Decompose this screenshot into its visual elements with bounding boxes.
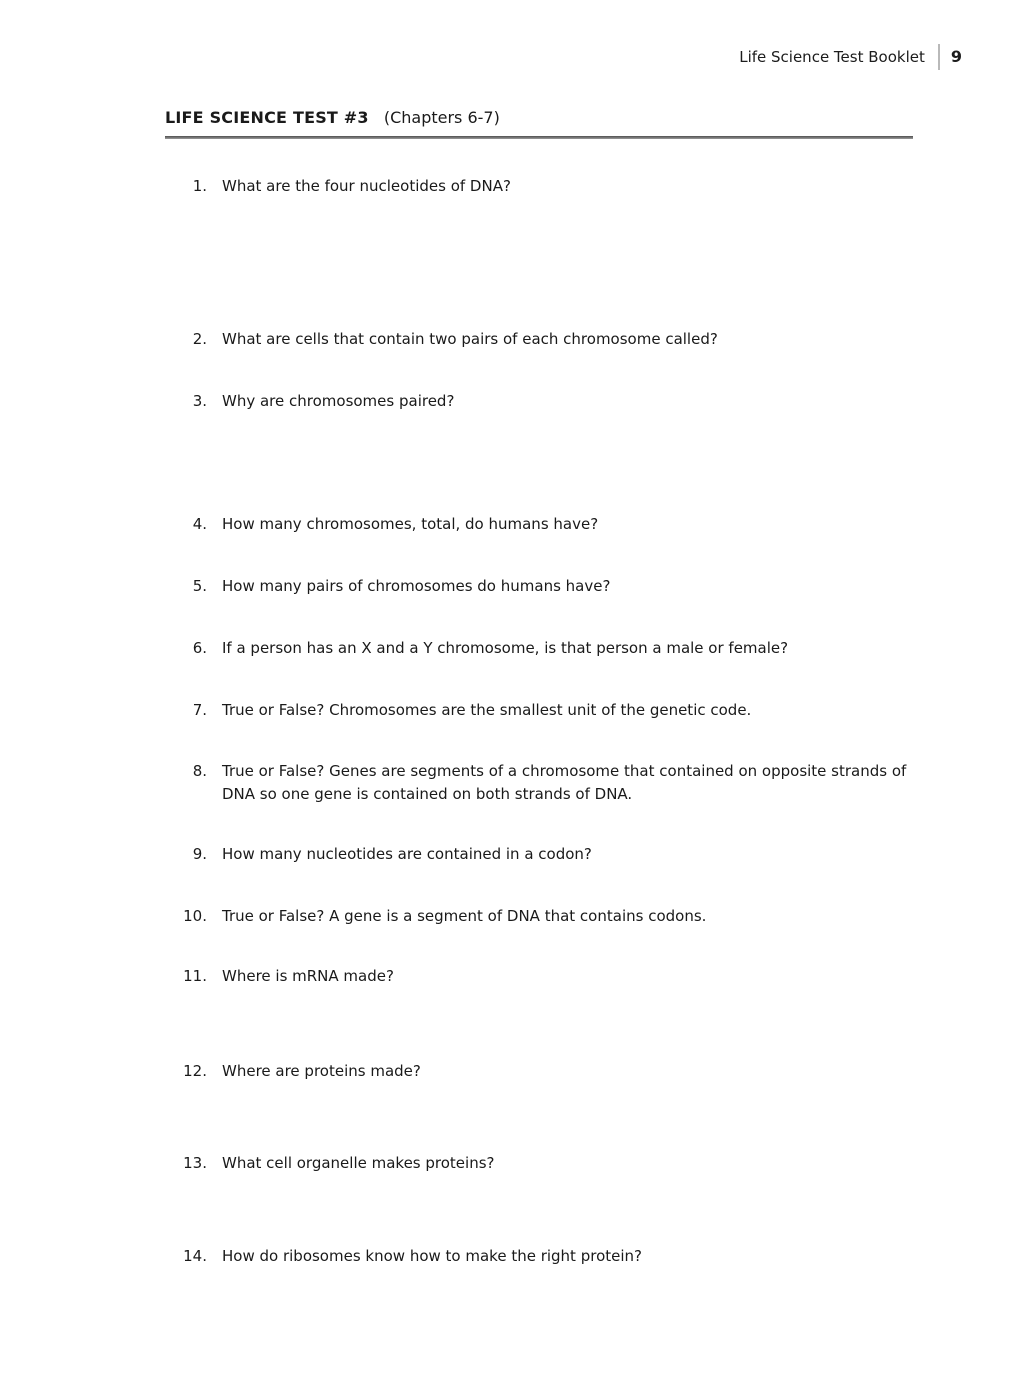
question-item [0,513,1024,536]
question-number: 4. [192,515,207,533]
title-rule [165,136,913,139]
question-item [0,175,1024,198]
test-title [165,107,1024,129]
question-number: 10. [183,907,207,925]
test-title-chapters: (Chapters 6-7) [383,108,500,127]
question-text: What are cells that contain two pairs of each chromosome called? [222,330,718,348]
question-item [0,328,1024,351]
question-item [0,905,1024,928]
question-text: Where is mRNA made? [222,967,394,985]
question-number: 3. [192,392,207,410]
question-number: 13. [183,1154,207,1172]
question-text: Why are chromosomes paired? [222,392,455,410]
question-number: 8. [192,762,207,780]
question-number: 5. [192,577,207,595]
question-item [0,760,1024,806]
question-number: 14. [183,1247,207,1265]
question-text: What are the four nucleotides of DNA? [222,177,511,195]
question-text: True or False? Chromosomes are the smallest unit of the genetic code. [222,701,752,719]
question-text: How do ribosomes know how to make the right protein? [222,1247,642,1265]
page-header [0,0,1024,70]
question-item [0,1245,1024,1268]
question-item [0,965,1024,988]
question-item [0,1060,1024,1083]
question-item [0,1152,1024,1175]
question-text: What cell organelle makes proteins? [222,1154,495,1172]
question-item [0,699,1024,722]
question-number: 2. [192,330,207,348]
question-number: 1. [192,177,207,195]
test-title-main: LIFE SCIENCE TEST #3 [165,108,369,127]
question-text: True or False? Genes are segments of a chromosome that contained on opposite strands of DNA so one gene is contained on both strands of DNA. [222,762,907,803]
question-number: 9. [192,845,207,863]
question-item [0,637,1024,660]
question-item [0,575,1024,598]
question-text: How many nucleotides are contained in a codon? [222,845,592,863]
question-item [0,843,1024,866]
question-text: If a person has an X and a Y chromosome, is that person a male or female? [222,639,789,657]
question-number: 6. [192,639,207,657]
question-text: How many pairs of chromosomes do humans have? [222,577,611,595]
question-number: 12. [183,1062,207,1080]
question-number: 7. [192,701,207,719]
booklet-title: Life Science Test Booklet [739,48,925,66]
questions-list [0,175,1024,1268]
header-divider [938,44,940,70]
page-number: 9 [950,47,962,66]
question-text: True or False? A gene is a segment of DNA that contains codons. [222,907,707,925]
question-text: How many chromosomes, total, do humans have? [222,515,599,533]
question-number: 11. [183,967,207,985]
question-item [0,390,1024,413]
question-text: Where are proteins made? [222,1062,421,1080]
